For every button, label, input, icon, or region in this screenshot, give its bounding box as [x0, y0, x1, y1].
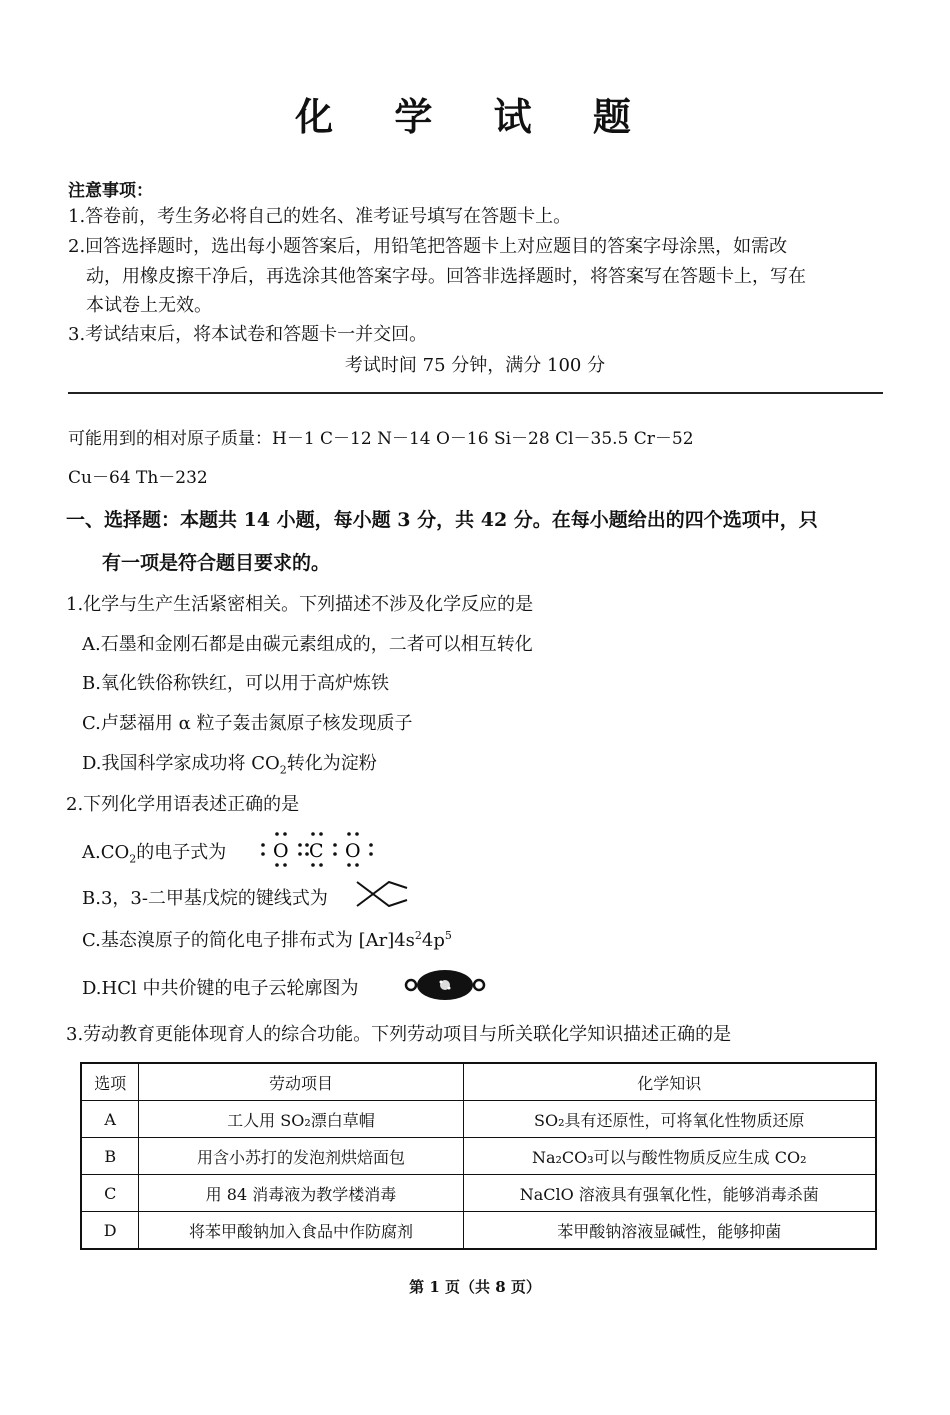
co2-atom-c: C [309, 840, 324, 862]
notice-item-1: 1.答卷前，考生务必将自己的姓名、准考证号填写在答题卡上。 [68, 206, 572, 227]
table-row [81, 1138, 876, 1175]
q2-option-b: B.3，3-二甲基戊烷的键线式为 [82, 888, 328, 909]
co2-electron-formula [255, 828, 380, 870]
q2-option-a: $A.CO_2$的电子式为 [82, 842, 227, 866]
atomic-mass-line-1: 可能用到的相对原子质量：H－1 C－12 N－14 O－16 Si－28 Cl－35.5 Cr－52 [68, 429, 694, 449]
table-header: 选项 [81, 1063, 139, 1101]
q1-option-c: C.卢瑟福用 α 粒子轰击氮原子核发现质子 [82, 713, 413, 734]
notice-item-2-line-1: 2.回答选择题时，选出每小题答案后，用铅笔把答题卡上对应题目的答案字母涂黑，如需改 [68, 236, 788, 257]
table-header-row [81, 1063, 876, 1101]
table-cell-project: 用 84 消毒液为教学楼消毒 [139, 1175, 463, 1212]
table-cell-knowledge: Na₂CO₃可以与酸性物质反应生成 CO₂ [463, 1138, 876, 1175]
atomic-mass-line-2: Cu－64 Th－232 [68, 468, 208, 488]
table-cell-knowledge: 苯甲酸钠溶液显碱性，能够抑菌 [463, 1212, 876, 1250]
q3-stem: 3.劳动教育更能体现育人的综合功能。下列劳动项目与所关联化学知识描述正确的是 [66, 1024, 732, 1045]
table-cell-project: 工人用 SO₂漂白草帽 [139, 1101, 463, 1138]
q2-option-d: D.HCl 中共价键的电子云轮廓图为 [82, 978, 359, 999]
table-row [81, 1175, 876, 1212]
table-cell-project: 用含小苏打的发泡剂烘焙面包 [139, 1138, 463, 1175]
q1-stem: 1.化学与生产生活紧密相关。下列描述不涉及化学反应的是 [66, 594, 534, 615]
q2-option-c: C.基态溴原子的简化电子排布式为 $[Ar]4s^24p^5$ [82, 929, 452, 951]
q2-stem: 2.下列化学用语表述正确的是 [66, 794, 300, 815]
co2-atom-o-left: O [273, 840, 289, 862]
table-header: 劳动项目 [139, 1063, 463, 1101]
q1-option-a: A.石墨和金刚石都是由碳元素组成的，二者可以相互转化 [82, 634, 533, 655]
labor-table [80, 1062, 877, 1250]
table-header: 化学知识 [463, 1063, 876, 1101]
co2-atom-o-right: O [345, 840, 361, 862]
table-cell-knowledge: SO₂具有还原性，可将氧化性物质还原 [463, 1101, 876, 1138]
exam-info: 考试时间 75 分钟，满分 100 分 [344, 355, 606, 376]
page-title: 化 学 试 题 [295, 94, 655, 139]
section-1-heading: 一、选择题：本题共 14 小题，每小题 3 分，共 42 分。在每小题给出的四个选项中，只 [66, 509, 818, 531]
page-footer: 第 1 页（共 8 页） [409, 1278, 541, 1296]
notice-item-3: 3.考试结束后，将本试卷和答题卡一并交回。 [68, 324, 428, 345]
section-1-heading-cont: 有一项是符合题目要求的。 [102, 552, 331, 574]
table-cell-project: 将苯甲酸钠加入食品中作防腐剂 [139, 1212, 463, 1250]
skeletal-formula-icon [355, 878, 413, 910]
notice-item-2-line-2: 动，用橡皮擦干净后，再选涂其他答案字母。回答非选择题时，将答案写在答题卡上，写在 [86, 266, 806, 287]
table-cell-option: C [81, 1175, 139, 1212]
table-cell-option: B [81, 1138, 139, 1175]
notice-item-2-line-3: 本试卷上无效。 [86, 295, 212, 316]
table-cell-option: D [81, 1212, 139, 1250]
divider [68, 392, 883, 394]
table-row [81, 1212, 876, 1250]
table-cell-option: A [81, 1101, 139, 1138]
q1-option-d: D.我国科学家成功将 $CO_2$转化为淀粉 [82, 753, 377, 777]
table-row [81, 1101, 876, 1138]
q1-option-b: B.氧化铁俗称铁红，可以用于高炉炼铁 [82, 673, 389, 694]
electron-cloud-icon [403, 968, 487, 1002]
notice-heading: 注意事项： [68, 181, 153, 201]
table-cell-knowledge: NaClO 溶液具有强氧化性，能够消毒杀菌 [463, 1175, 876, 1212]
